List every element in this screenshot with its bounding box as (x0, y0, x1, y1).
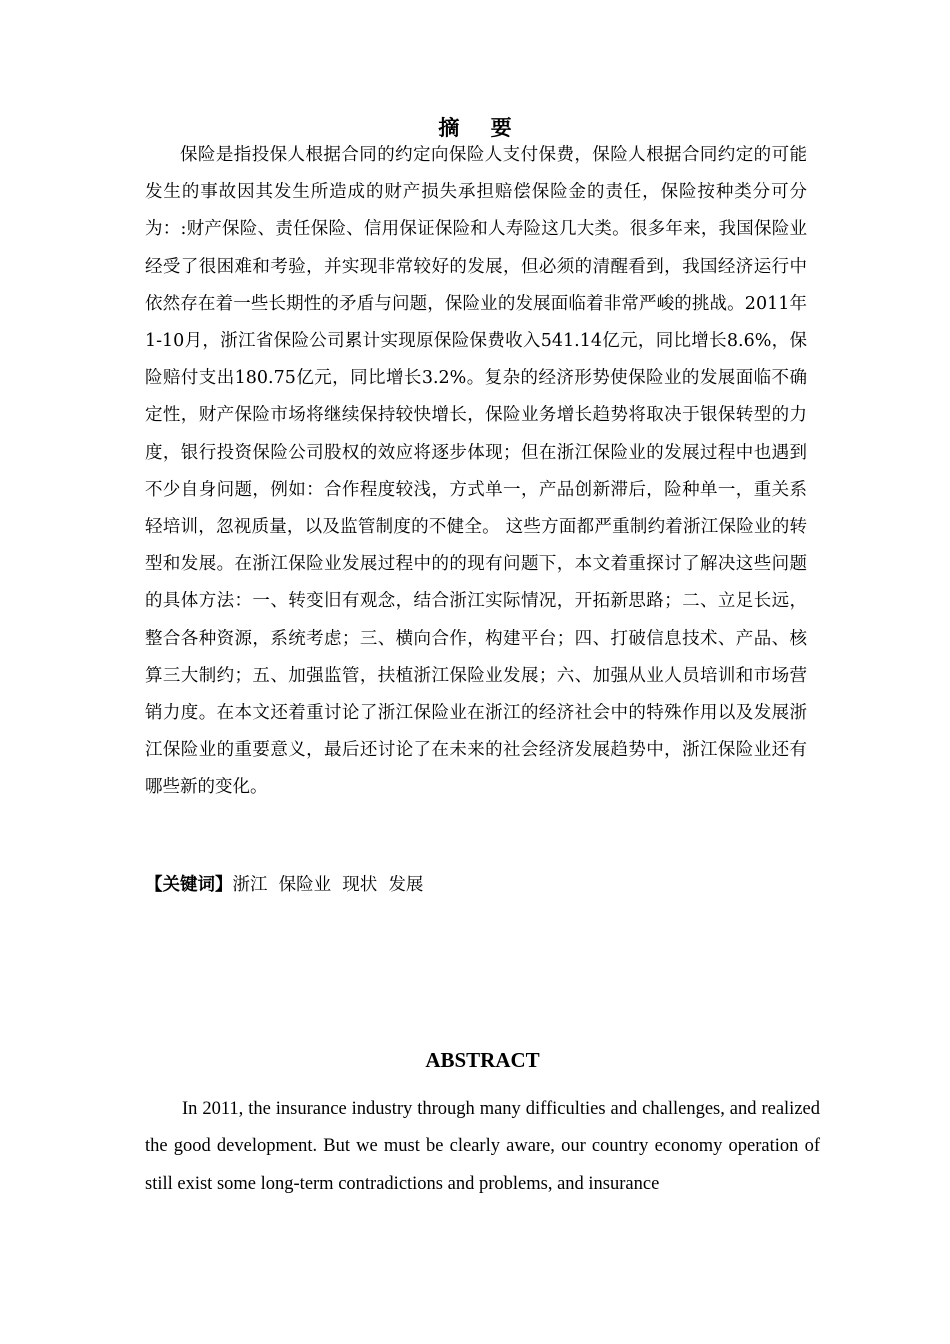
english-abstract-paragraph: In 2011, the insurance industry through many difficulties and challenges, and realized the good development. But we must be clearly aware, our country economy operation of still exist some long-term contradictions and problems, and insurance (145, 1099, 820, 1194)
chinese-abstract-paragraph: 保险是指投保人根据合同的约定向保险人支付保费，保险人根据合同约定的可能发生的事故因其发生所造成的财产损失承担赔偿保险金的责任，保险按种类分可分为：:财产保险、责任保险、信用保证保险和人寿险这几大类。很多年来，我国保险业经受了很困难和考验，并实现非常较好的发展，但必须的清醒看到，我国经济运行中依然存在着一些长期性的矛盾与问题，保险业的发展面临着非常严峻的挑战。2011年1-10月，浙江省保险公司累计实现原保险保费收入541.14亿元，同比增长8.6%，保险赔付支出180.75亿元，同比增长3.2%。复杂的经济形势使保险业的发展面临不确定性，财产保险市场将继续保持较快增长，保险业务增长趋势将取决于银保转型的力度，银行投资保险公司股权的效应将逐步体现；但在浙江保险业的发展过程中也遇到不少自身问题，例如：合作程度较浅，方式单一，产品创新滞后，险种单一，重关系轻培训，忽视质量，以及监管制度的不健全。 这些方面都严重制约着浙江保险业的转型和发展。在浙江保险业发展过程中的的现有问题下，本文着重探讨了解决这些问题的具体方法：一、转变旧有观念，结合浙江实际情况，开拓新思路；二、立足长远，整合各种资源，系统考虑；三、横向合作，构建平台；四、打破信息技术、产品、核算三大制约；五、加强监管，扶植浙江保险业发展；六、加强从业人员培训和市场营销力度。在本文还着重讨论了浙江保险业在浙江的经济社会中的特殊作用以及发展浙江保险业的重要意义，最后还讨论了在未来的社会经济发展趋势中，浙江保险业还有哪些新的变化。 (145, 145, 807, 798)
chinese-abstract-title: 摘 要 (438, 116, 524, 140)
keywords-line (145, 873, 807, 897)
english-abstract-title: ABSTRACT (425, 1048, 540, 1072)
keywords-label: 【关键词】 (145, 875, 233, 895)
keywords-text: 浙江 保险业 现状 发展 (232, 875, 424, 895)
